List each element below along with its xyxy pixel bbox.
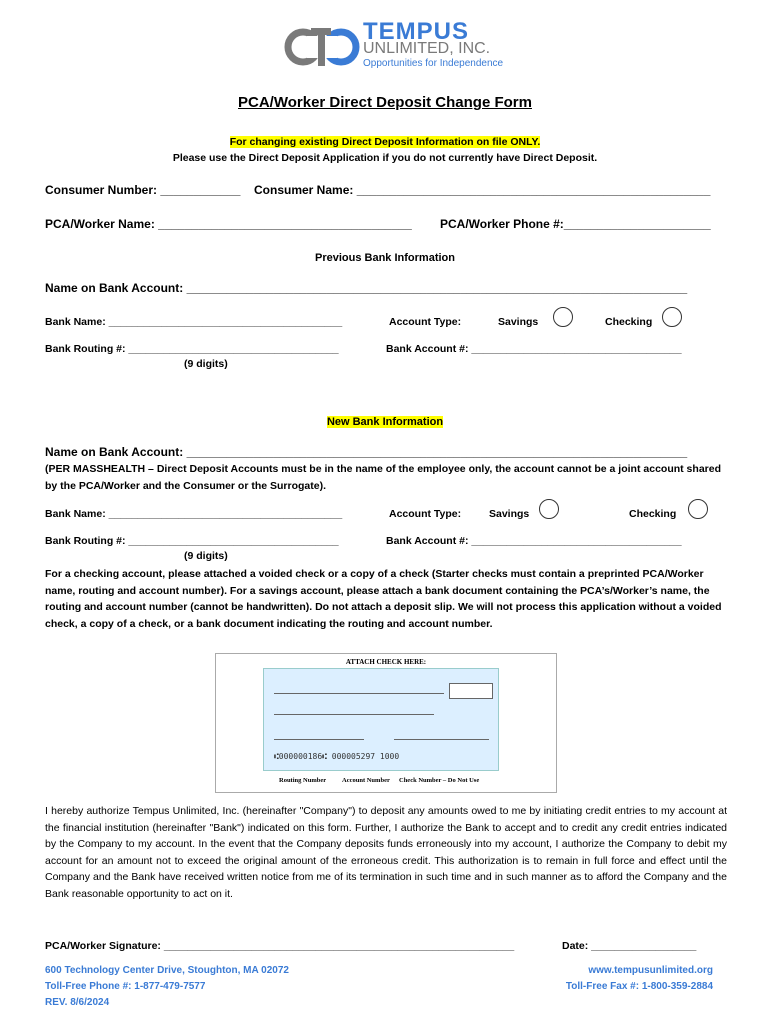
prev-checking-label: Checking [605,316,653,328]
sample-check [215,653,557,793]
new-account-type-label: Account Type: [389,508,462,520]
prev-savings-radio[interactable] [553,307,573,327]
authorization-text: I hereby authorize Tempus Unlimited, Inc. (hereinafter "Company") to deposit any amounts owed to me by initiating credit entries to my account at the financial institution (hereinafter "Bank") indicated on this form. Further, I authorize the Bank to accept and to credit any credit entries indicated by the Company to my account. In the event that the Company deposits funds erroneously into my account, I authorize the Company to debit my account for an amount not to exceed the original amount of the erroneous credit. This authorization is to remain in full force and effect until the Company and the Bank have received written notice from me of its termination in such time and in such manner as to afford the Company and the Bank reasonable opportunity to act on it. [45,805,727,900]
voided-check-instructions: For a checking account, please attached a voided check or a copy of a check (Starter checks must contain a preprinted PCA/Worker name, routing and account number). For a savings account, please attach a bank document containing the PCA’s/Worker’s name, the routing and account number (cannot be handwritten). Do not attach a deposit slip. We will not process this application without a voided check, a copy of a check, or a bank document indicating the routing and account number. [45,568,722,630]
footer-fax: Toll-Free Fax #: 1-800-359-2884 [565,981,713,992]
check-header: ATTACH CHECK HERE: [345,658,427,666]
footer-phone: Toll-Free Phone #: 1-877-479-7577 [45,981,206,992]
consumer-name-field[interactable]: Consumer Name: _____________________________________________________ [254,183,711,197]
prev-digits-note: (9 digits) [184,358,228,370]
footer-rev: REV. 8/6/2024 [45,997,110,1008]
check-number-label: Check Number – Do Not Use [399,777,480,784]
new-savings-label: Savings [489,508,530,520]
date-field[interactable]: Date: __________________ [562,940,697,952]
amount-line [274,714,434,715]
footer-website-link[interactable]: www.tempusunlimited.org [588,965,713,976]
routing-number-label: Routing Number [279,777,327,784]
masshealth-note: (PER MASSHEALTH – Direct Deposit Accounts must be in the name of the employee only, the account cannot be a joint account shared by the PCA/Worker and the Consumer or the Surrogate). [45,463,721,492]
notice-text: For changing existing Direct Deposit Information on file ONLY. [229,136,541,148]
consumer-number-field[interactable]: Consumer Number: ____________ [45,183,241,197]
amount-box [449,683,493,699]
new-bank-name-field[interactable]: Bank Name: ________________________________________ [45,508,343,520]
logo-line1: TEMPUS [363,18,470,45]
new-checking-label: Checking [629,508,677,520]
footer-address: 600 Technology Center Drive, Stoughton, MA 02072 [45,965,289,976]
tempus-logo-mark [283,22,363,72]
notice-sub: Please use the Direct Deposit Application if you do not currently have Direct Deposit. [172,152,598,164]
new-account-field[interactable]: Bank Account #: ____________________________________ [386,535,682,547]
prev-checking-radio[interactable] [662,307,682,327]
prev-name-on-account-field[interactable]: Name on Bank Account: ___________________________________________________________________________ [45,281,688,295]
micr-line: ⑆000000186⑆ 000005297 1000 [274,752,400,761]
payee-line [274,693,444,694]
new-checking-radio[interactable] [688,499,708,519]
account-number-label: Account Number [342,777,390,784]
new-bank-heading-text: New Bank Information [326,416,444,428]
company-logo [283,18,504,74]
signature-line [394,739,489,740]
footer-right [566,963,713,995]
logo-line2: UNLIMITED, INC. [363,40,491,57]
prev-bank-name-field[interactable]: Bank Name: ________________________________________ [45,316,343,328]
form-title: PCA/Worker Direct Deposit Change Form [238,94,532,111]
new-name-on-account-field[interactable]: Name on Bank Account: ___________________________________________________________________________ [45,445,688,459]
prev-routing-field[interactable]: Bank Routing #: ____________________________________ [45,343,339,355]
notice [0,136,770,148]
check-body [263,668,499,771]
prev-account-field[interactable]: Bank Account #: ____________________________________ [386,343,682,355]
new-bank-heading [0,416,770,428]
logo-tagline: Opportunities for Independence [363,58,504,69]
footer-left [45,963,289,1011]
prev-account-type-label: Account Type: [389,316,462,328]
signature-field[interactable]: PCA/Worker Signature: ____________________________________________________________ [45,940,515,952]
new-savings-radio[interactable] [539,499,559,519]
prev-savings-label: Savings [498,316,539,328]
worker-phone-field[interactable]: PCA/Worker Phone #:______________________ [440,217,711,231]
previous-bank-heading: Previous Bank Information [315,252,455,264]
new-routing-field[interactable]: Bank Routing #: ____________________________________ [45,535,339,547]
new-digits-note: (9 digits) [184,550,228,562]
memo-line [274,739,364,740]
worker-name-field[interactable]: PCA/Worker Name: ______________________________________ [45,217,412,231]
